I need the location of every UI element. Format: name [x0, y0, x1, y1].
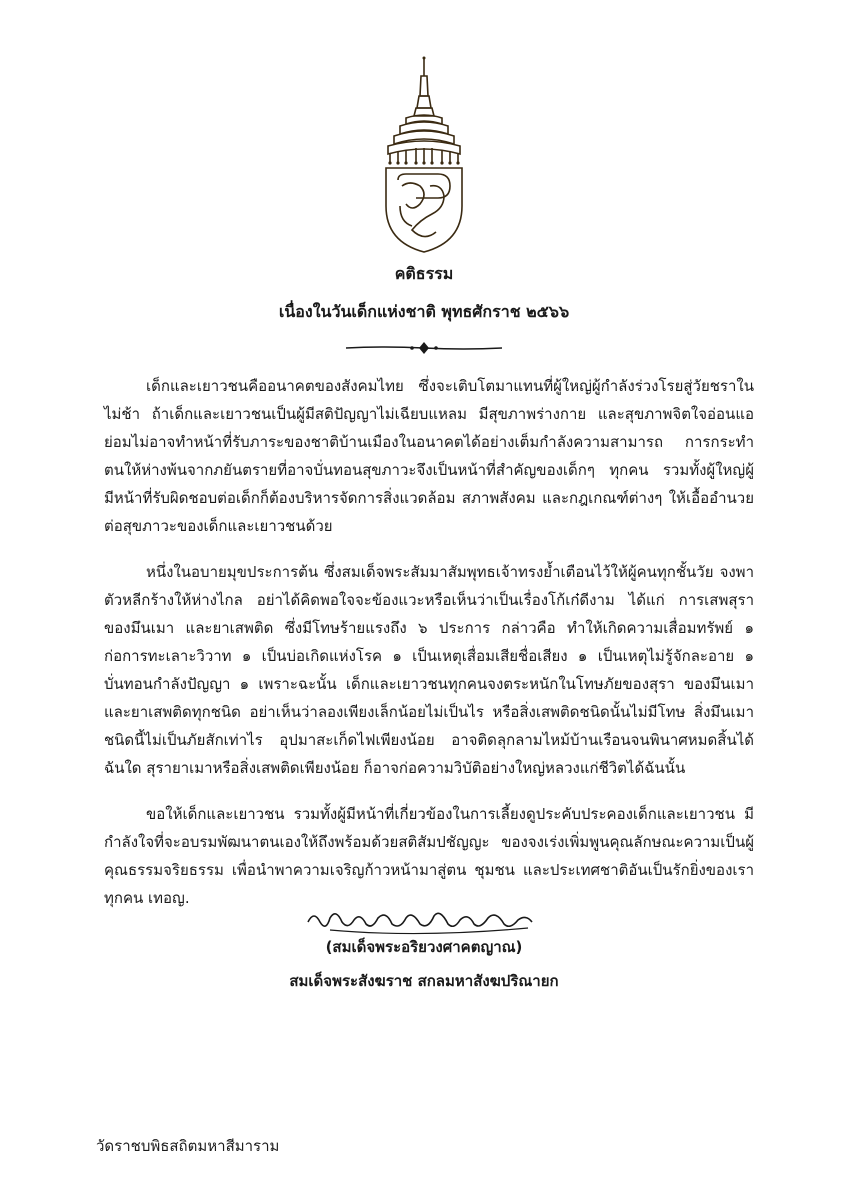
- signer-title: สมเด็จพระสังฆราช สกลมหาสังฆปริณายก: [289, 972, 559, 990]
- decorative-divider-icon: [344, 341, 504, 355]
- document-subtitle: เนื่องในวันเด็กแห่งชาติ พุทธศักราช ๒๕๖๖: [278, 302, 570, 321]
- royal-emblem-logo: [376, 56, 472, 256]
- document-body: [104, 372, 754, 930]
- temple-name-footer: วัดราชบพิธสถิตมหาสีมาราม: [96, 1137, 280, 1155]
- handwritten-signature: [300, 900, 540, 940]
- document-title: คติธรรม: [394, 264, 454, 283]
- title-block: [0, 262, 848, 324]
- signer-name: (สมเด็จพระอริยวงศาคตญาณ): [325, 938, 523, 956]
- body-paragraph-2: หนึ่งในอบายมุขประการต้น ซึ่งสมเด็จพระสัมมาสัมพุทธเจ้าทรงย้ำเตือนไว้ให้ผู้คนทุกชั้นวัย จงพาตัวหลีกร้างให้ห่างไกล อย่าได้คิดพอใจจะข้องแวะหรือเห็นว่าเป็นเรื่องโก้เก๋ดีงาม ได้แก่ การเสพสุรา ของมึนเมา และยาเสพติด ซึ่งมีโทษร้ายแรงถึง ๖ ประการ กล่าวคือ ทำให้เกิดความเสื่อมทรัพย์ ๑ ก่อการทะเลาะวิวาท ๑ เป็นบ่อเกิดแห่งโรค ๑ เป็นเหตุเสื่อมเสียชื่อเสียง ๑ เป็นเหตุไม่รู้จักละอาย ๑ บั่นทอนกำลังปัญญา ๑ เพราะฉะนั้น เด็กและเยาวชนทุกคนจงตระหนักในโทษภัยของสุรา ของมึนเมา และยาเสพติดทุกชนิด อย่าเห็นว่าลองเพียงเล็กน้อยไม่เป็นไร หรือสิ่งเสพติดชนิดนั้นไม่มีโทษ สิ่งมึนเมาชนิดนี้ไม่เป็นภัยสักเท่าไร อุปมาสะเก็ดไฟเพียงน้อย อาจติดลุกลามไหม้บ้านเรือนจนพินาศหมดสิ้นได้ฉันใด สุรายาเมาหรือสิ่งเสพติดเพียงน้อย ก็อาจก่อความวิบัติอย่างใหญ่หลวงแก่ชีวิตได้ฉันนั้น: [104, 563, 754, 777]
- body-paragraph-1: เด็กและเยาวชนคืออนาคตของสังคมไทย ซึ่งจะเติบโตมาแทนที่ผู้ใหญ่ผู้กำลังร่วงโรยสู่วัยชราในไม่ช้า ถ้าเด็กและเยาวชนเป็นผู้มีสติปัญญาไม่เฉียบแหลม มีสุขภาพร่างกาย และสุขภาพจิตใจอ่อนแอ ย่อมไม่อาจทำหน้าที่รับภาระของชาติบ้านเมืองในอนาคตได้อย่างเต็มกำลังความสามารถ การกระทำตนให้ห่างพ้นจากภยันตรายที่อาจบั่นทอนสุขภาวะจึงเป็นหน้าที่สำคัญของเด็กๆ ทุกคน รวมทั้งผู้ใหญ่ผู้มีหน้าที่รับผิดชอบต่อเด็กก็ต้องบริหารจัดการสิ่งแวดล้อม สภาพสังคม และกฎเกณฑ์ต่างๆ ให้เอื้ออำนวยต่อสุขภาวะของเด็กและเยาวชนด้วย: [104, 377, 754, 535]
- body-paragraph-3: ขอให้เด็กและเยาวชน รวมทั้งผู้มีหน้าที่เกี่ยวข้องในการเลี้ยงดูประคับประคองเด็กและเยาวชน มีกำลังใจที่จะอบรมพัฒนาตนเองให้ถึงพร้อมด้วยสติสัมปชัญญะ ของจงเร่งเพิ่มพูนคุณลักษณะความเป็นผู้คุณธรรมจริยธรรม เพื่อนำพาความเจริญก้าวหน้ามาสู่ตน ชุมชน และประเทศชาติอันเป็นรักยิ่งของเราทุกคน เทอญ.: [104, 805, 754, 907]
